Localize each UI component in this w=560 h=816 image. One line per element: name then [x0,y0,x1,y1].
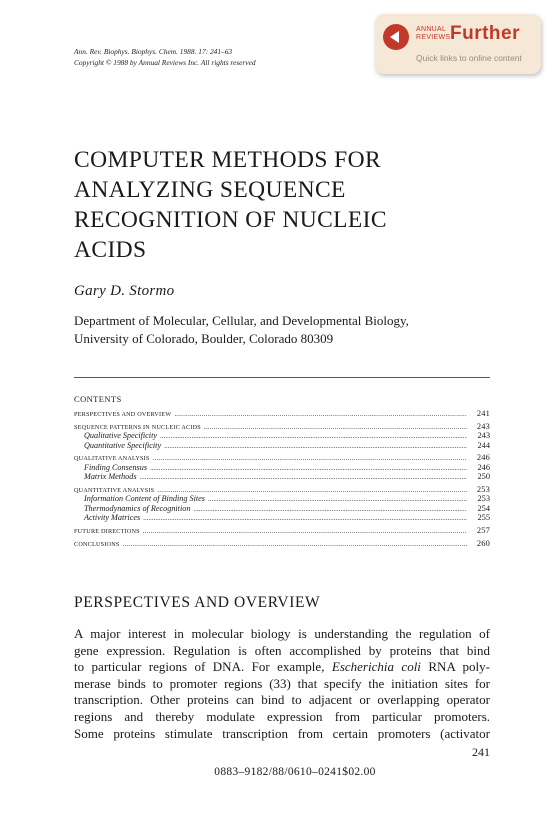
toc-entry-page: 246 [476,453,490,463]
toc-entry[interactable] [74,539,490,548]
journal-citation: Ann. Rev. Biophys. Biophys. Chem. 1988. 17: 241–63 [74,47,233,56]
toc-entry[interactable] [74,409,490,418]
annual-reviews-logo-text: ANNUAL REVIEWS [416,26,451,41]
toc-leader-dots [208,495,467,504]
toc-entry[interactable] [74,504,490,513]
toc-entry-label: Matrix Methods [84,472,137,482]
title-line: ACIDS [74,237,147,263]
further-label: Further [450,23,520,44]
toc-entry-page: 253 [476,484,490,494]
toc-entry[interactable] [74,526,490,535]
toc-entry[interactable] [74,441,490,450]
toc-entry-label: Finding Consensus [84,462,148,472]
toc-leader-dots [150,464,467,473]
further-links-button[interactable] [375,14,541,74]
toc-leader-dots [204,423,467,432]
toc-entry-label: Information Content of Binding Sites [84,494,205,504]
title-line: ANALYZING SEQUENCE [74,177,346,203]
article-author: Gary D. Stormo [74,283,175,299]
section-heading: PERSPECTIVES AND OVERVIEW [74,594,321,611]
toc-entry[interactable] [74,422,490,431]
toc-entry-label: SEQUENCE PATTERNS IN NUCLEIC ACIDS [74,423,201,431]
body-line: gene expression. Regulation is often accomplished by proteins that bind [74,642,490,658]
toc-entry-label: QUALITATIVE ANALYSIS [74,455,150,463]
toc-entry-page: 244 [477,440,490,450]
toc-entry[interactable] [74,485,490,494]
toc-entry-page: 257 [476,525,490,535]
journal-citation-block [74,46,256,68]
toc-entry[interactable] [74,472,490,481]
toc-entry-page: 250 [477,472,490,482]
author-affiliation [74,312,409,347]
body-line: merase binds to promoter regions (33) that specify the initiation sites for [74,675,490,691]
toc-entry-label: PERSPECTIVES AND OVERVIEW [74,411,172,418]
toc-entry[interactable] [74,453,490,462]
page-number: 241 [472,745,490,759]
body-line: Some proteins stimulate transcription from certain promoters (activator [74,725,490,741]
toc-entry[interactable] [74,513,490,522]
toc-entry-label: Activity Matrices [84,513,141,523]
toc-entry-page: 260 [476,538,490,548]
toc-entry-label: CONCLUSIONS [74,540,120,548]
contents-heading: CONTENTS [74,394,122,404]
toc-leader-dots [153,454,467,463]
toc-leader-dots [143,527,467,536]
title-line: RECOGNITION OF NUCLEIC [74,207,387,233]
toc-entry-page: 243 [476,421,490,431]
species-name: Escherichia coli [331,659,421,675]
toc-entry[interactable] [74,431,490,440]
table-of-contents [74,409,490,548]
further-subtitle: Quick links to online content [416,53,522,63]
toc-entry-label: Quantitative Specificity [84,440,162,450]
toc-entry-label: Thermodynamics of Recognition [84,503,191,513]
toc-entry[interactable] [74,463,490,472]
toc-entry-page: 253 [477,494,490,504]
toc-leader-dots [160,432,467,441]
toc-leader-dots [140,473,467,482]
toc-entry-page: 255 [477,513,490,523]
contents-divider [74,377,490,378]
body-line: transcription. Other proteins can bind to adjacent or overlapping operator [74,692,490,708]
article-title [74,145,494,265]
toc-entry-label: Qualitative Specificity [84,431,157,441]
toc-entry[interactable] [74,494,490,503]
toc-entry-page: 246 [477,462,490,472]
toc-leader-dots [193,505,467,514]
section-body [74,626,490,742]
body-line: A major interest in molecular biology is understanding the regulation of [74,626,490,641]
title-line: COMPUTER METHODS FOR [74,147,382,173]
affiliation-line: Department of Molecular, Cellular, and Developmental Biology, [74,313,409,328]
body-line: regions and thereby modulate expression from particular promoters. [74,708,490,724]
toc-leader-dots [174,410,467,419]
toc-leader-dots [123,540,467,549]
body-line: to particular regions of DNA. For example, Escherichia coli RNA poly- [74,659,490,675]
toc-entry-page: 241 [476,409,490,418]
affiliation-line: University of Colorado, Boulder, Colorado 80309 [74,330,334,346]
toc-leader-dots [143,514,467,523]
toc-entry-label: FUTURE DIRECTIONS [74,527,140,535]
toc-entry-label: QUANTITATIVE ANALYSIS [74,486,155,494]
toc-leader-dots [164,442,467,451]
footer-price-code: 0883–9182/88/0610–0241$02.00 [214,766,376,778]
toc-entry-page: 254 [477,503,490,513]
journal-copyright: Copyright © 1988 by Annual Reviews Inc. All rights reserved [74,58,256,67]
back-arrow-icon [383,24,409,50]
toc-entry-page: 243 [477,431,490,441]
